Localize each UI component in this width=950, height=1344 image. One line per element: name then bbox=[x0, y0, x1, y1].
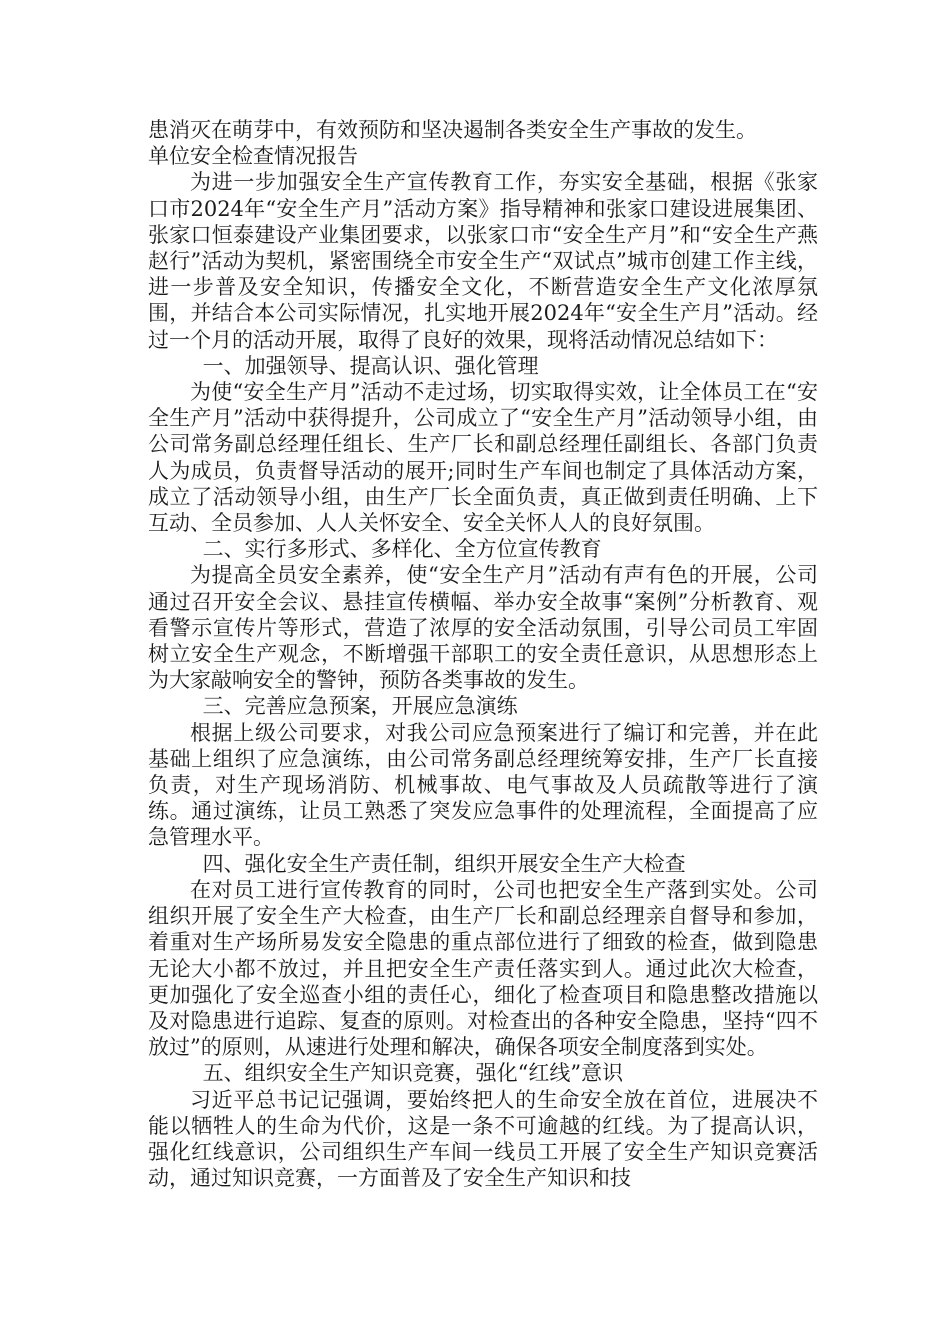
section-heading-5: 五、组织安全生产知识竞赛，强化“红线”意识 bbox=[202, 1061, 624, 1086]
intro-tail-text: 患消灭在萌芽中，有效预防和坚决遏制各类安全生产事故的发生。 bbox=[148, 118, 757, 142]
paragraph-intro: 为进一步加强安全生产宣传教育工作，夯实安全基础，根据《张家口市2024年“安全生产月”活动方案》指导精神和张家口建设进展集团、张家口恒泰建设产业集团要求，以张家口市“安全生产月”和“安全生产燕赵行”活动为契机，紧密围绕全市安全生产“双试点”城市创建工作主线，进一步普及安全知识，传播安全文化，不断营造安全生产文化浓厚氛围，并结合本公司实际情况，扎实地开展2024年“安全生产月”活动。经过一个月的活动开展，取得了良好的效果，现将活动情况总结如下： bbox=[148, 170, 818, 352]
paragraph-section-3: 根据上级公司要求，对我公司应急预案进行了编订和完善，并在此基础上组织了应急演练，由公司常务副总经理统筹安排，生产厂长直接负责，对生产现场消防、机械事故、电气事故及人员疏散等进行了演练。通过演练，让员工熟悉了突发应急事件的处理流程，全面提高了应急管理水平。 bbox=[148, 720, 818, 850]
paragraph-section-4: 在对员工进行宣传教育的同时，公司也把安全生产落到实处。公司组织开展了安全生产大检查，由生产厂长和副总经理亲自督导和参加，着重对生产场所易发安全隐患的重点部位进行了细致的检查，做到隐患无论大小都不放过，并且把安全生产责任落实到人。通过此次大检查，更加强化了安全巡查小组的责任心，细化了检查项目和隐患整改措施以及对隐患进行追踪、复查的原则。对检查出的各种安全隐患，坚持“四不放过”的原则，从速进行处理和解决，确保各项安全制度落到实处。 bbox=[148, 877, 818, 1060]
paragraph-section-2: 为提高全员安全素养，使“安全生产月”活动有声有色的开展，公司通过召开安全会议、悬挂宣传横幅、举办安全故事“案例”分析教育、观看警示宣传片等形式，营造了浓厚的安全活动氛围，引导公司员工牢固树立安全生产观念，不断增强干部职工的安全责任意识，从思想形态上为大家敲响安全的警钟，预防各类事故的发生。 bbox=[148, 563, 818, 693]
section-heading-4: 四、强化安全生产责任制，组织开展安全生产大检查 bbox=[202, 851, 686, 876]
section-heading-2: 二、实行多形式、多样化、全方位宣传教育 bbox=[202, 537, 602, 562]
paragraph-section-5: 习近平总书记记强调，要始终把人的生命安全放在首位，进展决不能以牺牲人的生命为代价，这是一条不可逾越的红线。为了提高认识，强化红线意识，公司组织生产车间一线员工开展了安全生产知识竞赛活动，通过知识竞赛，一方面普及了安全生产知识和技 bbox=[148, 1087, 818, 1191]
section-heading-1: 一、加强领导、提高认识、强化管理 bbox=[202, 353, 539, 378]
section-heading-3: 三、完善应急预案，开展应急演练 bbox=[202, 694, 518, 719]
paragraph-section-1: 为使“安全生产月”活动不走过场，切实取得实效，让全体员工在“安全生产月”活动中获得提升，公司成立了“安全生产月”活动领导小组，由公司常务副总经理任组长、生产厂长和副总经理任副组长、各部门负责人为成员，负责督导活动的展开;同时生产车间也制定了具体活动方案，成立了活动领导小组，由生产厂长全面负责，真正做到责任明确、上下互动、全员参加、人人关怀安全、安全关怀人人的良好氛围。 bbox=[148, 380, 818, 536]
document-page bbox=[148, 117, 818, 1191]
document-title: 单位安全检查情况报告 bbox=[148, 144, 358, 169]
